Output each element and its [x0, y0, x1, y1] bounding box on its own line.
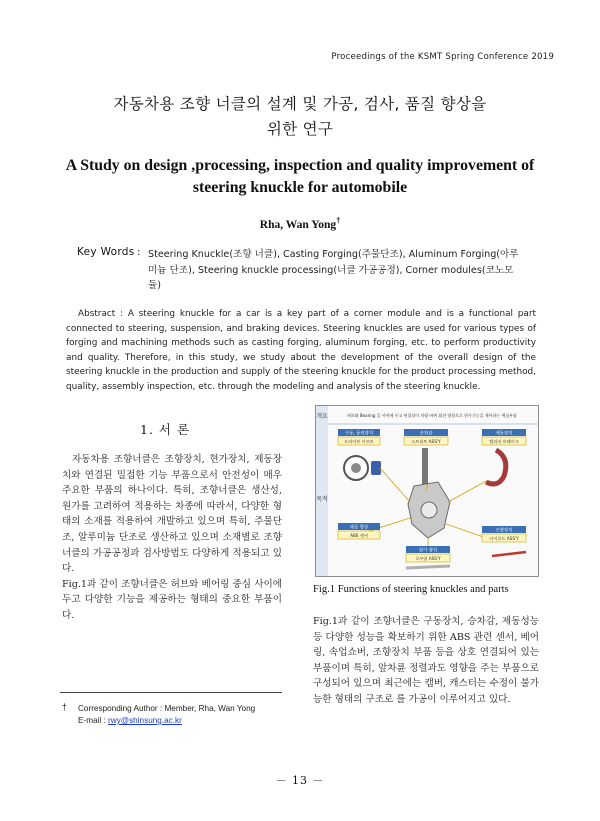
korean-title [0, 92, 600, 142]
hub-illustration [351, 463, 361, 473]
right-column-body [313, 614, 539, 708]
box-steering-label: 조향장치 [495, 528, 513, 534]
korean-title-line1: 자동차용 조향 너클의 설계 및 가공, 검사, 품질 향상을 [113, 95, 487, 113]
paragraph-2: Fig.1과 같이 조향너클은 허브와 베어링 중심 사이에 두고 다양한 기능을 제공하는 형태의 중요한 부품이다. [62, 578, 282, 621]
knuckle-bore [421, 502, 437, 518]
keywords-label: Key Words [77, 246, 135, 258]
box-ride-label: 승차감 [419, 431, 433, 437]
side-label-bar [316, 406, 328, 576]
author-mark: † [336, 216, 341, 225]
box-abs [338, 523, 380, 539]
connector-brake [448, 480, 488, 502]
keywords-line3: 듈) [148, 280, 162, 291]
figure-1 [315, 405, 539, 577]
connector-drive [380, 468, 410, 502]
box-drive-label: 구동, 동력장치 [344, 431, 374, 437]
keywords-colon: : [137, 247, 141, 258]
side-label-mid: 목적 [316, 496, 328, 503]
box-suspension-sub: 로우암 ASS'Y [415, 556, 441, 561]
paragraph-3: Fig.1과 같이 조향너클은 구동장치, 승차감, 제동성능 등 다양한 성능을 확보하기 위한 ABS 관련 센서, 베어링, 속업쇼버, 조향장치 부품 등을 상호 연결되어 있는 부품이며 특히, 앞차륜 정렬과도 영향을 주는 부품으로 구성되어 있으며 최근에는 캠버, 캐스터는 수정이 불가능한 형태의 구조로 를 가공이 이루어지고 있다. [313, 616, 539, 705]
lower-arm-illustration [406, 566, 450, 568]
page-number: － 13 － [275, 774, 325, 787]
korean-title-line2: 위한 연구 [266, 120, 334, 138]
box-brake-label: 제동장치 [495, 431, 513, 437]
keywords-line1: Steering Knuckle(조향 너클), Casting Forging(주물단조), Aluminum Forging(아루 [148, 249, 519, 260]
box-brake-sub: 캘리퍼 브레이크 [489, 439, 519, 444]
box-drive [338, 429, 380, 445]
keywords-line2: 미늄 단조), Steering knuckle processing(너클 가공공정), Corner modules(코노모 [148, 264, 514, 276]
abstract: Abstract : A steering knuckle for a car is a key part of a corner module and is a functional part connected to steering, suspension, and braking devices. Steering knuckles are used for various types of forging and machining methods such as casting forging, aluminum forging, etc. to perform productivity and quality. Therefore, in this study, we study about the development of the overall design of the steering knuckle in the production and supply of the steering knuckle for the product processing method, quality, assembly inspection, etc. through the modeling and analysis of the steering knuckle. [66, 309, 536, 392]
box-abs-sub: ABS 센서 [350, 533, 368, 538]
conference-header: Proceedings of the KSMT Spring Conference 2019 [331, 52, 554, 62]
email-link[interactable]: rwy@shinsung.ac.kr [108, 716, 182, 725]
tie-rod-illustration [492, 552, 526, 556]
box-steering-sub: 타이로드 ASS'Y [489, 536, 519, 541]
author [0, 216, 600, 231]
figure-caption: Fig.1 Functions of steering knuckles and parts [313, 584, 509, 595]
box-ride-sub: 스트러트 ASS'Y [411, 439, 441, 444]
section-title: 1. 서 론 [140, 422, 191, 437]
footnote-email-line [62, 715, 255, 727]
box-steering [482, 526, 526, 542]
paragraph-1: 자동차용 조향너클은 조향장치, 현가장치, 제동장치와 연결된 밀접한 기능 부품으로서 안전성이 매우 주요한 부품의 하나이다. 특히, 조향너클은 생산성, 원가를 고려하여 적용하는 차종에 따라서, 다양한 형태의 소재를 적용하여 개발하고 있으며 특히, 주물단조, 알루미늄 단조로 생산하고 있으며 소재별로 조향너클의 가공공정과 검사방법도 다양하게 적용되고 있다. [62, 454, 282, 575]
footnote-divider [60, 692, 282, 693]
box-ride [404, 429, 448, 445]
bearing-illustration [371, 461, 381, 475]
keywords-text [148, 247, 528, 294]
left-column-body [62, 452, 282, 624]
footnote-author: Corresponding Author : Member, Rha, Wan Yong [78, 704, 256, 713]
box-suspension-label: 현가 장치 [418, 548, 438, 554]
author-name: Rha, Wan Yong [259, 218, 337, 231]
figure-header-text: 허브와 Bearing 을 사이에 두고 연결되어 차량 바퀴 회전 방향으로 현가기능을 제어하는 핵심부품 [347, 413, 517, 418]
footnote-mark: † [62, 702, 68, 712]
english-title-line2: steering knuckle for automobile [192, 179, 408, 196]
box-drive-sub: 드라이브 샤프트 [344, 439, 374, 444]
figure-diagram [316, 406, 538, 576]
email-label: E-mail : [78, 716, 109, 725]
box-abs-label: 제동 향상 [349, 525, 369, 531]
box-brake [482, 429, 526, 445]
box-suspension [406, 546, 450, 562]
english-title [0, 155, 600, 199]
caliper-illustration [486, 450, 506, 484]
footnote [62, 703, 255, 727]
side-label-top: 개요 [316, 413, 328, 420]
english-title-line1: A Study on design ,processing, inspection and quality improvement of [65, 157, 535, 174]
